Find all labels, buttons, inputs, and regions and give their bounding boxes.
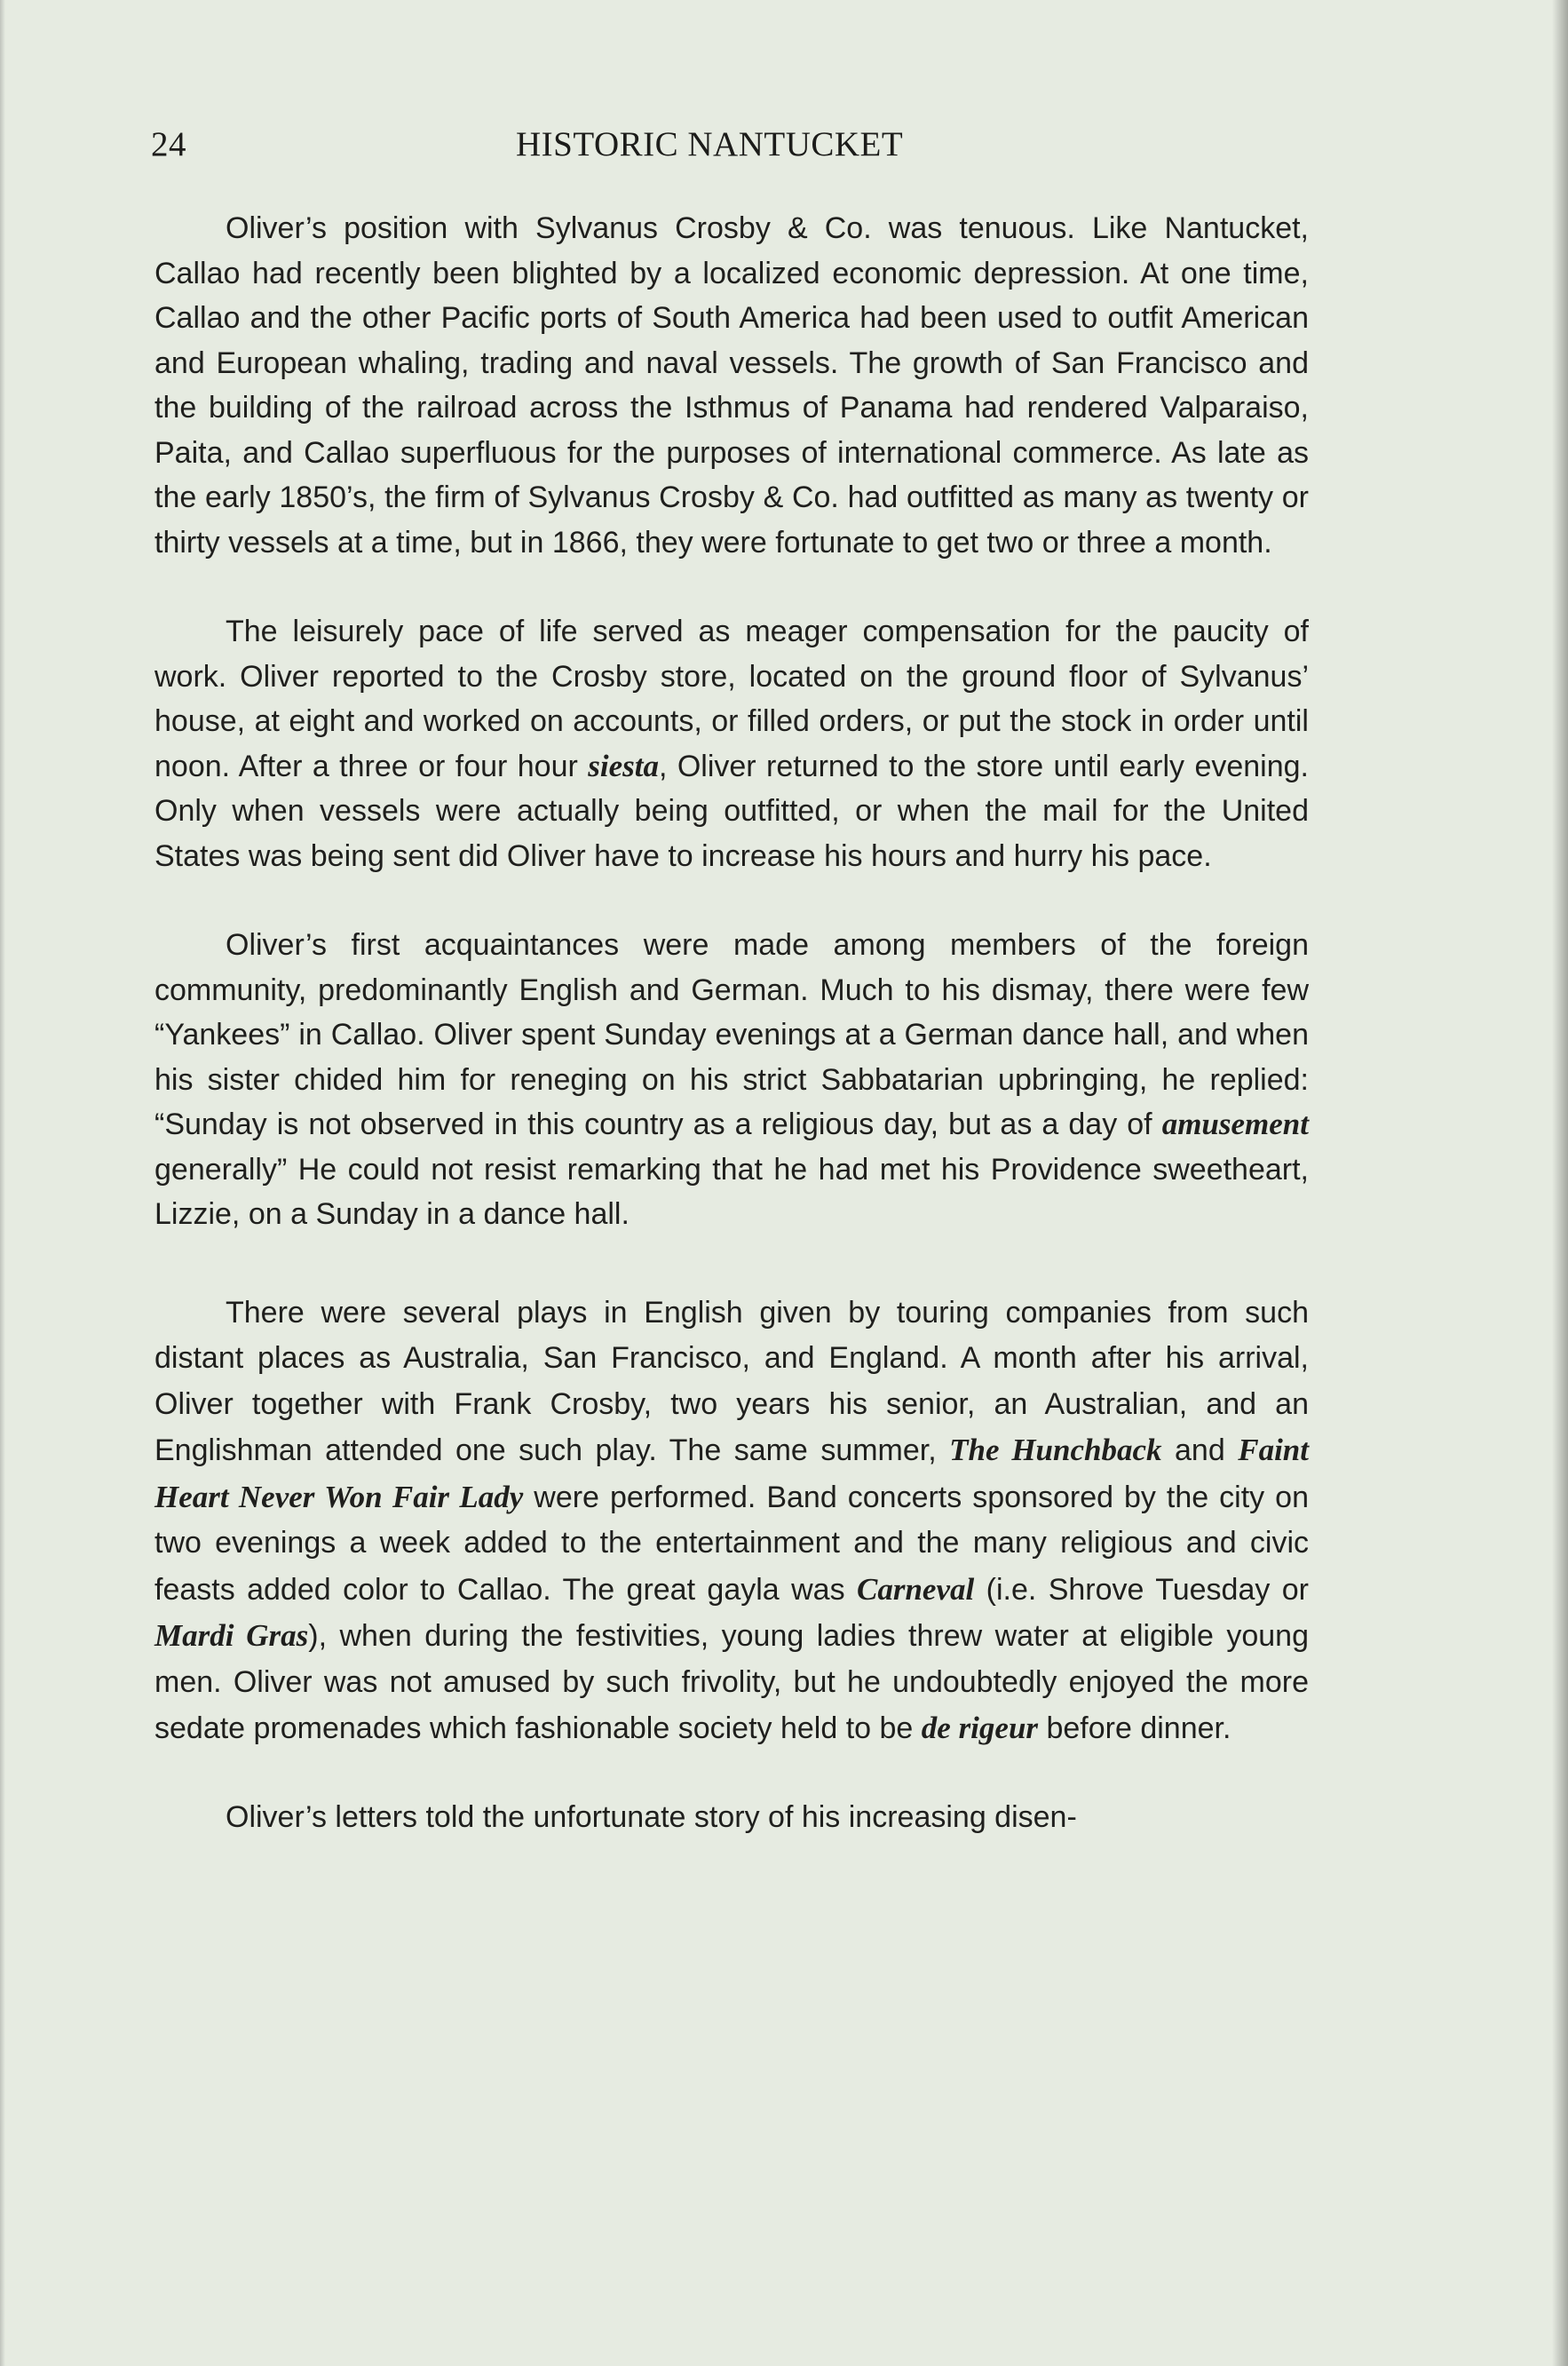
italic-term: siesta	[588, 748, 659, 783]
italic-term: de rigeur	[921, 1711, 1039, 1745]
body-text	[154, 206, 1309, 1839]
italic-term: Mardi Gras	[154, 1618, 309, 1653]
text-run: generally” He could not resist remarking that he had met his Providence sweetheart, Lizzie, on a Sunday in a dance hall.	[154, 1152, 1309, 1231]
text-run: Oliver’s first acquaintances were made among members of the foreign community, predominantly English and German. Much to his dismay, there were few “Yankees” in Callao. Oliver spent Sunday evenings at a German dance hall, and when his sister chided him for reneging on his strict Sabbatarian upbringing, he replied: “Sunday is not observed in this country as a religious day, but as a day of	[154, 928, 1309, 1141]
text-run: (i.e. Shrove Tuesday or	[974, 1572, 1309, 1607]
italic-title: Faint Heart Never Won Fair Lady	[154, 1433, 1309, 1514]
text-run: were performed. Band concerts sponsored by the city on two evenings a week added to the entertainment and the many religious and civic feasts added color to Callao. The great gayla was	[154, 1480, 1309, 1607]
paragraph	[154, 609, 1309, 878]
page-binding-shadow	[1552, 0, 1568, 2366]
running-head	[151, 124, 1310, 169]
text-run: The leisurely pace of life served as meager compensation for the paucity of work. Oliver reported to the Crosby store, located on the ground floor of Sylvanus’ house, at eight and worked on accounts, or filled orders, or put the stock in order until noon. After a three or four hour	[154, 615, 1309, 783]
text-run: ), when during the festivities, young ladies threw water at eligible young men. Oliver was not amused by such frivolity, but he undoubtedly enjoyed the more sedate promenades which fashionable society held to be	[154, 1619, 1309, 1745]
italic-title: The Hunchback	[949, 1433, 1162, 1467]
page-number: 24	[151, 125, 186, 163]
text-run: There were several plays in English given by touring companies from such distant places as Australia, San Francisco, and England. A month after his arrival, Oliver together with Frank Crosby, two years his senior, an Australian, and an Englishman attended one such play. The same summer,	[154, 1295, 1309, 1467]
text-run: Oliver’s position with Sylvanus Crosby & Co. was tenuous. Like Nantucket, Callao had recently been blighted by a localized economic depression. At one time, Callao and the other Pacific ports of South America had been used to outfit American and European whaling, trading and naval vessels. The growth of San Francisco and the building of the railroad across the Isthmus of Panama had rendered Valparaiso, Paita, and Callao superfluous for the purposes of international commerce. As late as the early 1850’s, the firm of Sylvanus Crosby & Co. had outfitted as many as twenty or thirty vessels at a time, but in 1866, they were fortunate to get two or three a month.	[154, 211, 1309, 560]
italic-term: Carneval	[856, 1571, 975, 1607]
paragraph	[154, 1290, 1309, 1752]
paragraph	[154, 923, 1309, 1237]
text-run: , Oliver returned to the store until early evening. Only when vessels were actually being outfitted, or when the mail for the United States was being sent did Oliver have to increase his hours and hurry his pace.	[154, 749, 1309, 873]
page-left-edge	[0, 0, 5, 2366]
paragraph	[154, 206, 1309, 565]
text-run: and	[1161, 1433, 1239, 1467]
italic-term: amusement	[1161, 1107, 1309, 1141]
text-run: Oliver’s letters told the unfortunate story of his increasing disen-	[226, 1799, 1077, 1834]
text-run: before dinner.	[1038, 1711, 1231, 1745]
book-title: HISTORIC NANTUCKET	[516, 125, 904, 163]
paragraph	[154, 1795, 1309, 1840]
